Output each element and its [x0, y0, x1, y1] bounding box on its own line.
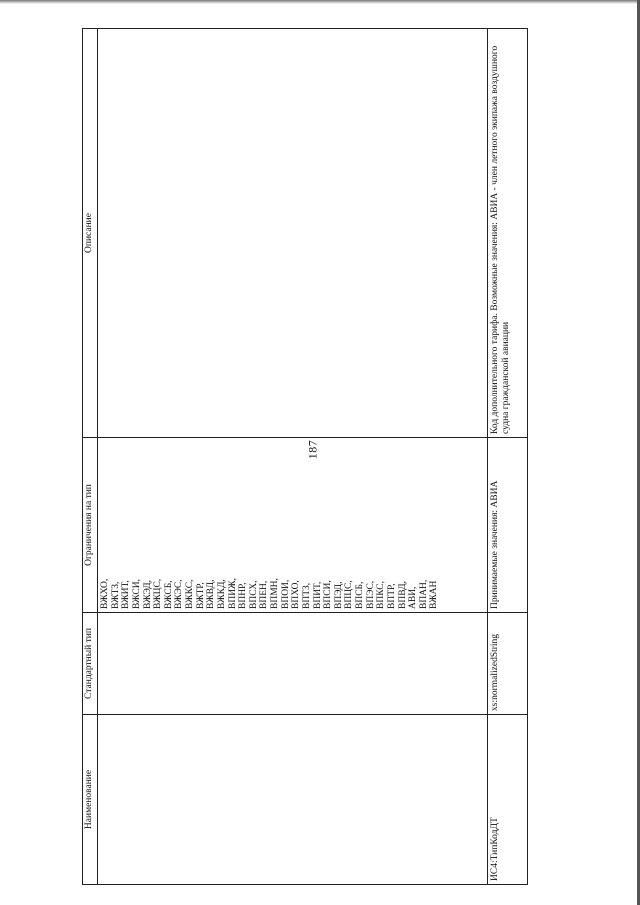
- code-list-item: ВПЦС,: [344, 580, 355, 609]
- type-definition-table: [82, 28, 528, 885]
- code-list-item: ВПМН,: [270, 578, 280, 609]
- cell-description: Код дополнительного тарифа. Возможные значения: АВИА - член летного экипажа воздушного судна гражданской авиации: [488, 29, 528, 438]
- header-standard-type: Стандартный тип: [83, 613, 98, 715]
- code-list-item: ВЖСБ,: [163, 580, 174, 609]
- code-list-item: ВЖХО,: [100, 578, 110, 609]
- code-list-item: ВПХО,: [291, 580, 302, 609]
- cell-code-list: [98, 438, 488, 613]
- code-list-item: ВПСХ,: [248, 580, 259, 609]
- code-list-item: ВПТР,: [386, 583, 397, 609]
- code-list-item: ВЖЭД,: [142, 580, 153, 609]
- code-list-item: АВИ,: [408, 586, 419, 609]
- code-list-item: ВПНР,: [238, 582, 249, 609]
- table-row: [98, 29, 488, 885]
- code-list-item: ВЖВД,: [206, 579, 217, 609]
- code-list-item: ВЖЦС,: [153, 578, 164, 609]
- code-list-item: ВПТЗ,: [301, 582, 312, 609]
- code-list-item: ВЖИТ,: [121, 580, 132, 609]
- code-list-item: ВЖКС,: [185, 579, 195, 609]
- code-list-item: ВПВД,: [397, 580, 408, 609]
- code-list-item: ВПЭС,: [365, 580, 376, 609]
- cell-description-empty: [98, 29, 488, 438]
- code-list-item: ВЖТЗ,: [110, 581, 121, 609]
- code-list-item: ВЖСИ,: [131, 579, 142, 609]
- cell-restriction: Принимаемые значения: АВИА: [488, 438, 528, 613]
- code-list-item: ВЖАН: [429, 580, 440, 609]
- code-list-item: ВПЕН,: [259, 580, 270, 609]
- code-list-item: ВПКС,: [376, 580, 387, 609]
- cell-standard-type: xs:normalizedString: [488, 613, 528, 715]
- page-number: 187: [305, 439, 320, 460]
- code-list-item: ВПАН,: [418, 579, 429, 609]
- header-description: Описание: [83, 29, 98, 438]
- header-name: Наименование: [83, 715, 98, 885]
- code-list-item: ВПИТ,: [312, 581, 323, 609]
- code-list-item: ВЖКД,: [216, 579, 227, 609]
- code-list-item: ВПСИ,: [323, 580, 334, 609]
- table-header-row: [83, 29, 98, 885]
- header-restrictions: Ограничения на тип: [83, 438, 98, 613]
- page-top-edge: [0, 0, 640, 4]
- table-row: [488, 29, 528, 885]
- code-list-item: ВЖЭС,: [174, 579, 185, 609]
- cell-type-empty: [98, 613, 488, 715]
- code-list-item: ВПИЖ,: [227, 578, 238, 609]
- rotated-table-container: [82, 29, 528, 885]
- cell-element-name: ИС4:ТипКодДТ: [488, 715, 528, 885]
- code-list-item: ВПЭД,: [333, 581, 344, 609]
- code-list-item: ВПСБ,: [355, 581, 365, 609]
- code-list-item: ВПОИ,: [280, 579, 291, 609]
- cell-name-empty: [98, 715, 488, 885]
- code-list-item: ВЖТР,: [195, 582, 206, 609]
